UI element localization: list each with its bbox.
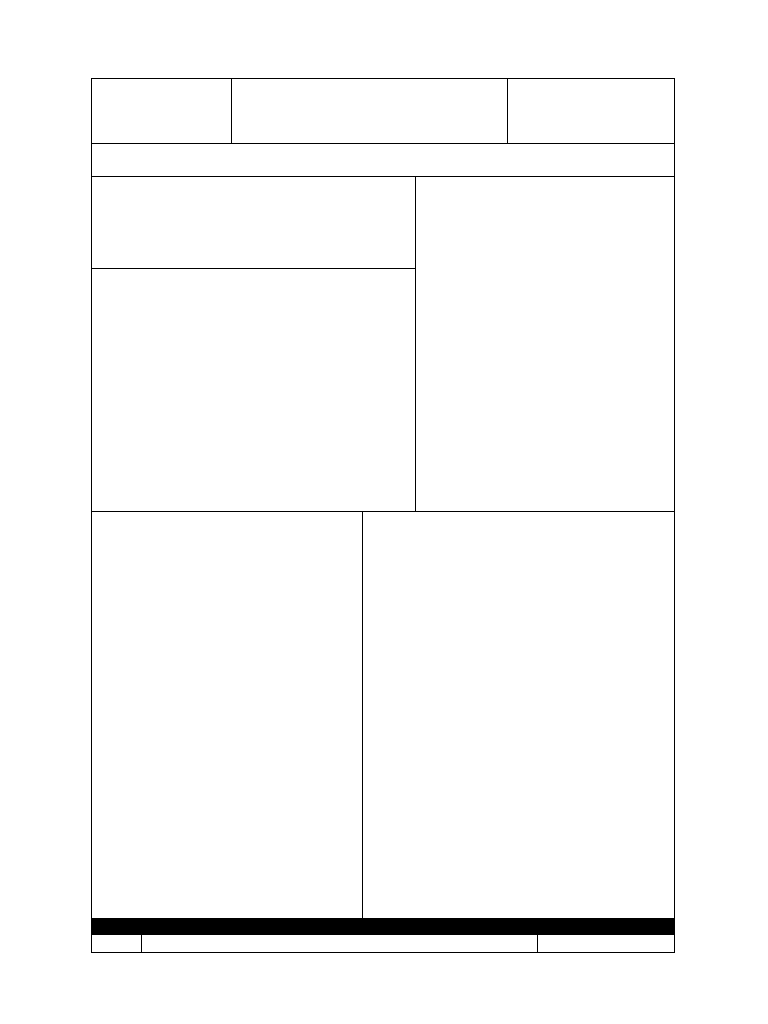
lesson-steps-bar [91,918,675,935]
resources-cell [362,511,675,919]
prior-learning-cell [91,511,363,919]
capabilities-cell [91,268,416,512]
year-level-cell [231,78,508,144]
time-room-cell [507,78,675,144]
topic-cell [91,143,675,177]
curriculum-cell [91,176,416,269]
time-header-cell [91,934,142,953]
objectives-cell [415,176,675,512]
notes-header-cell [537,934,675,953]
date-cell [91,78,232,144]
procedure-header-cell [141,934,538,953]
